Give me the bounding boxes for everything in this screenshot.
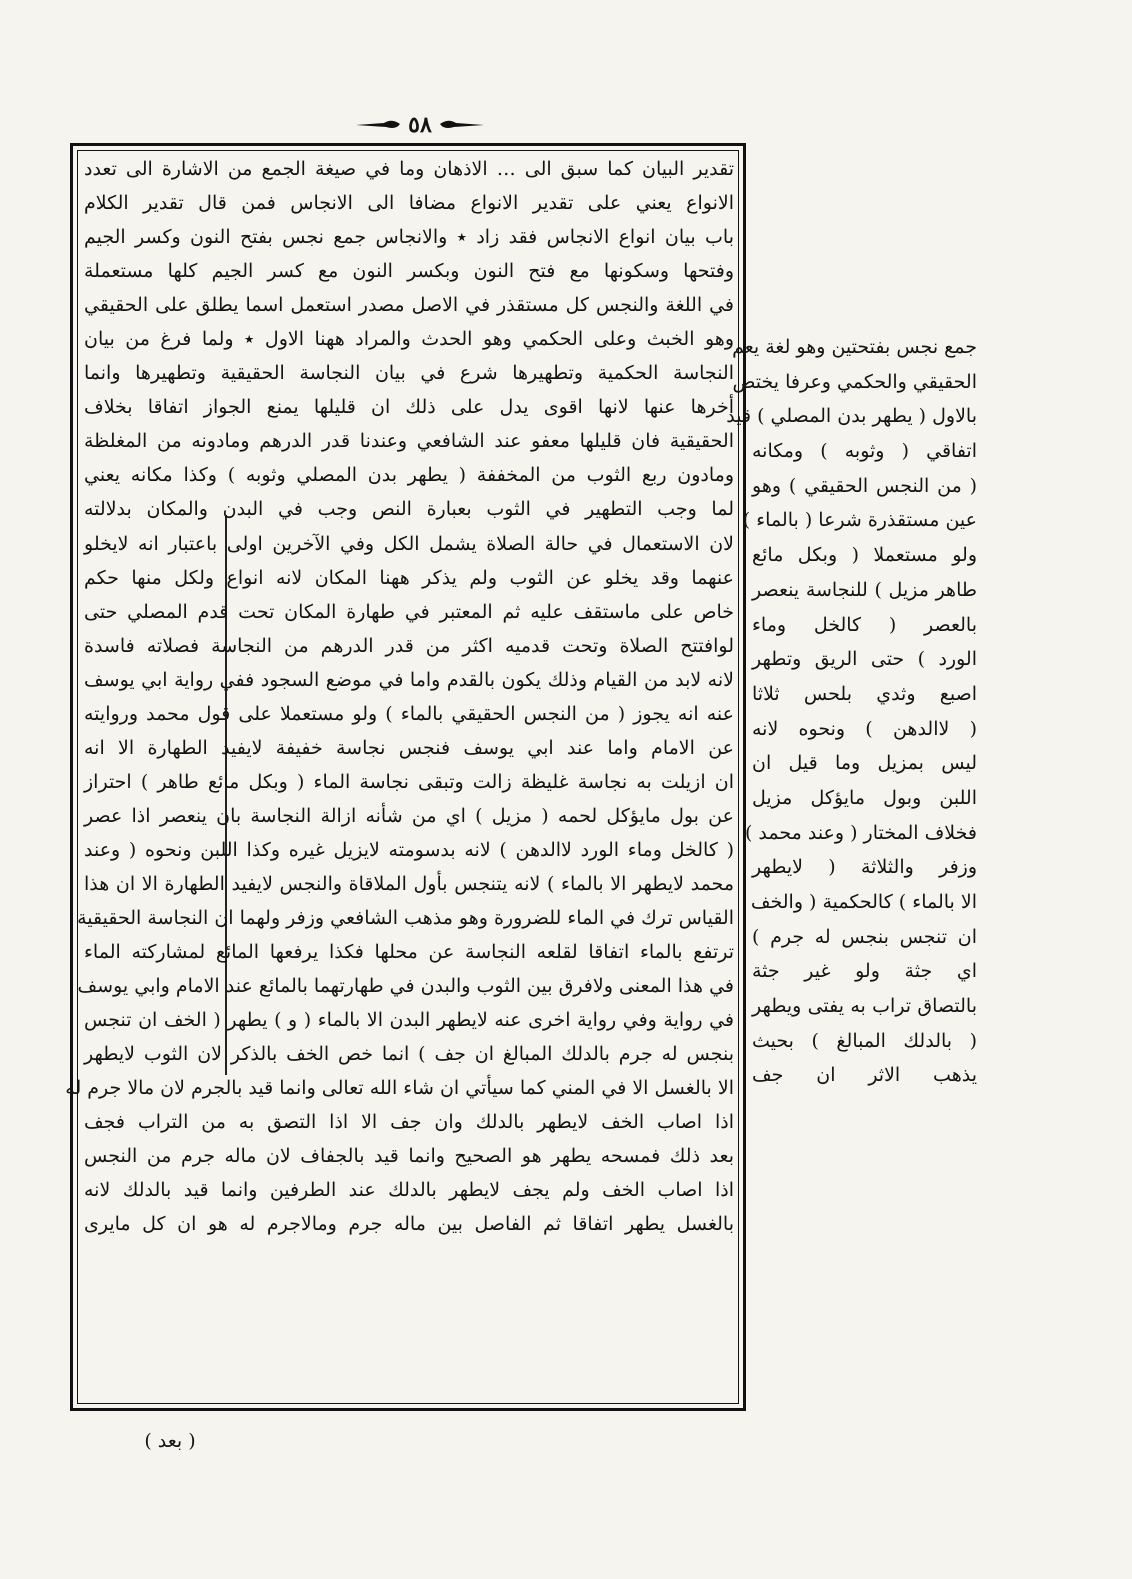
text-line: عنهما وقد يخلو عن الثوب ولم يذكر ههنا المكان لانه انواع ولكل منها حكم: [84, 566, 734, 589]
margin-note-line: فخلاف المختار ( وعند محمد ): [744, 821, 977, 844]
text-line: وهو الخبث وعلى الحكمي وهو الحدث والمراد ههنا الاول ٭ ولما فرغ من بيان: [84, 328, 734, 351]
page-number-text: ٥٨: [408, 112, 432, 138]
margin-note-line: الورد ) حتى الريق وتطهر: [752, 648, 977, 671]
text-line: محمد لايطهر الا بالماء ) لانه يتنجس بأول الملاقاة والنجس لايفيد الطهارة الا ان هذا: [84, 872, 734, 895]
margin-note-line: يذهب الاثر ان جف: [752, 1064, 977, 1087]
text-line: في اللغة والنجس كل مستقذر في الاصل مصدر استعمل اسما يطلق على الحقيقي: [84, 294, 734, 317]
text-line: القياس ترك في الماء للضرورة وهو مذهب الشافعي وزفر ولهما ان النجاسة الحقيقية: [77, 907, 734, 930]
text-line: عنه انه يجوز ( من النجس الحقيقي بالماء ) ولو مستعملا على قول محمد وروايته: [84, 702, 734, 725]
catchword: ( بعد ): [144, 1430, 196, 1452]
text-line: بالغسل يطهر اتفاقا ثم الفاصل بين ماله جرم ومالاجرم له هو ان كل مايرى: [84, 1213, 734, 1236]
ornament-right-icon: [438, 118, 484, 132]
margin-note-line: وزفر والثلاثة ( لايطهر: [752, 856, 977, 879]
text-line: ومادون ربع الثوب من المخففة ( يطهر بدن المصلي وثوبه ) وكذا مكانه يعني: [84, 464, 734, 487]
text-line: النجاسة الحكمية وتطهيرها شرع في بيان النجاسة الحقيقية وتطهيرها وانما: [84, 362, 734, 385]
text-line: وفتحها وسكونها مع فتح النون وبكسر النون مع كسر الجيم كلها مستعملة: [84, 260, 734, 283]
margin-note-line: جمع نجس بفتحتين وهو لغة يعم: [732, 336, 977, 358]
margin-note-line: اتفاقي ( وثوبه ) ومكانه: [752, 440, 977, 463]
text-line: ان ازيلت به نجاسة غليظة زالت وتبقى نجاسة الماء ( وبكل مائع طاهر ) احتراز: [84, 770, 734, 793]
text-line: ( كالخل وماء الورد لاالدهن ) لانه بدسومته لايزيل غيره وكذا اللبن ونحوه ( وعند: [84, 838, 734, 861]
text-line: اذا اصاب الخف لايطهر بالدلك وان جف الا اذا التصق به من التراب فجف: [84, 1111, 734, 1134]
margin-note-line: ولو مستعملا ( وبكل مائع: [752, 544, 977, 567]
text-line: تقدير البيان كما سبق الى … الاذهان وما في صيغة الجمع من الاشارة الى تعدد: [84, 158, 734, 180]
ornament-left-icon: [356, 118, 402, 132]
text-line: في هذا المعنى ولافرق بين الثوب والبدن في طهارتهما بالمائع عند الامام وابي يوسف: [77, 975, 734, 998]
text-line: بنجس له جرم بالدلك المبالغ ان جف ) انما خص الخف بالذكر لان الثوب لايطهر: [84, 1043, 734, 1066]
margin-note-line: الا بالماء ) كالحكمية ( والخف: [750, 891, 977, 913]
text-line: لان الاستعمال في حالة الصلاة يشمل الكل وفي الآخرين اولى باعتبار انه لايخلو: [84, 532, 734, 555]
margin-note-line: ليس بمزيل وما قيل ان: [752, 752, 977, 775]
text-line: عن بول مايؤكل لحمه ( مزيل ) اي من شأنه ازالة النجاسة بان ينعصر اذا عصر: [84, 804, 734, 827]
marginal-note-block: [726, 330, 977, 1210]
margin-note-line: ( لاالدهن ) ونحوه لانه: [752, 717, 977, 740]
text-line: في رواية وفي رواية اخرى عنه لايطهر البدن الا بالماء ( و ) يطهر ( الخف ان تنجس: [84, 1009, 734, 1032]
text-line: لما وجب التطهير في الثوب بعبارة النص وجب في البدن والمكان بدلالته: [84, 498, 734, 521]
margin-note-line: طاهر مزيل ) للنجاسة ينعصر: [752, 578, 977, 601]
commentary-text-block: [65, 152, 734, 1402]
margin-note-line: بالتصاق تراب به يفتى ويطهر: [752, 995, 977, 1018]
text-line: باب بيان انواع الانجاس فقد زاد ٭ والانجاس جمع نجس بفتح النون وكسر الجيم: [84, 226, 734, 249]
text-line: الانواع يعني على تقدير الانواع مضافا الى الانجاس فمن قال تقدير الكلام: [84, 192, 734, 215]
margin-note-line: عين مستقذرة شرعا ( بالماء ): [742, 509, 977, 532]
text-line: لوافتتح الصلاة وتحت قدميه اكثر من قدر الدرهم من النجاسة فصلاته فاسدة: [84, 634, 734, 657]
text-line: عن الامام واما عند ابي يوسف فنجس نجاسة خفيفة لايفيد الطهارة الا انه: [84, 736, 734, 759]
margin-note-line: بالاول ( يطهر بدن المصلي ) قيد: [726, 405, 977, 428]
margin-note-line: ان تنجس بنجس له جرم ): [752, 925, 977, 948]
margin-note-line: الحقيقي والحكمي وعرفا يختص: [732, 370, 977, 393]
margin-note-line: بالعصر ( كالخل وماء: [752, 613, 977, 636]
text-line: الا بالغسل الا في المني كما سيأتي ان شاء الله تعالى وانما قيد بالجرم لان مالا جرم له: [65, 1077, 734, 1100]
text-line: اذا اصاب الخف ولم يجف لايطهر بالدلك عند الطرفين وانما قيد بالدلك لانه: [84, 1179, 734, 1202]
text-line: الحقيقية فان قليلها معفو عند الشافعي وعندنا قدر الدرهم ومادونه من المغلظة: [84, 430, 734, 453]
margin-note-line: اصبع وثدي بلحس ثلاثا: [752, 682, 977, 705]
text-line: لانه لابد من القيام وذلك يكون بالقدم واما في موضع السجود ففي رواية ابي يوسف: [84, 668, 734, 691]
margin-note-line: ( بالدلك المبالغ ) بحيث: [752, 1029, 977, 1052]
text-line: أخرها عنها لانها اقوى يدل على ذلك ان قليلها يمنع الجواز اتفاقا بخلاف: [84, 396, 734, 419]
text-line: ترتفع بالماء اتفاقا لقلعه النجاسة عن محلها فكذا يرفعها المائع لمشاركته الماء: [84, 941, 734, 964]
margin-note-line: اي جثة ولو غير جثة: [752, 960, 977, 983]
margin-note-line: ( من النجس الحقيقي ) وهو: [752, 474, 977, 497]
margin-note-line: اللبن وبول مايؤكل مزيل: [752, 786, 977, 809]
text-line: بعد ذلك فمسحه يطهر هو الصحيح وانما قيد بالجفاف لان ماله جرم من النجس: [84, 1145, 734, 1168]
text-line: خاص على ماستقف عليه ثم المعتبر في طهارة المكان تحت قدم المصلي حتى: [84, 600, 734, 623]
page-number: [350, 110, 490, 140]
